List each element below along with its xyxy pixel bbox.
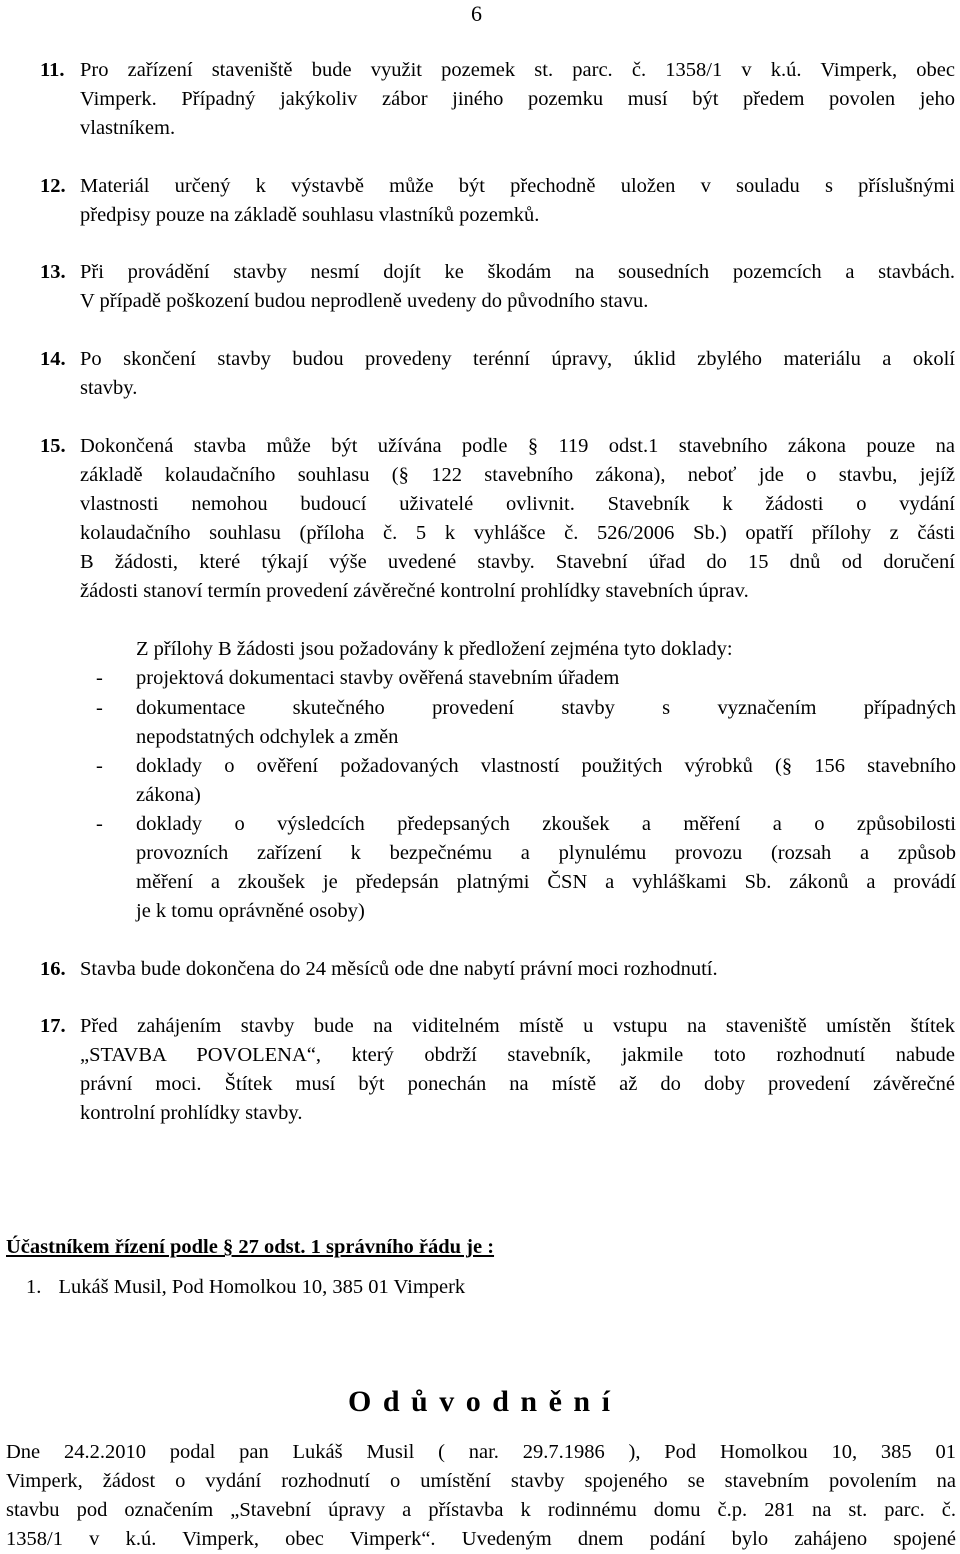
reasoning-text <box>6 1438 956 1554</box>
item-line: V případě poškození budou neprodleně uvedeny do původního stavu. <box>80 290 649 312</box>
item-line: Materiál určený k výstavbě může být přechodně uložen v souladu s příslušnými <box>80 175 955 197</box>
item-text <box>80 172 955 230</box>
item-line: Před zahájením stavby bude na viditelném místě u vstupu na staveniště umístěn štítek <box>80 1015 955 1037</box>
item-15-continuation <box>80 461 955 606</box>
attachment-line: provozních zařízení k bezpečnému a plynulému provozu (rozsah a způsob <box>136 842 956 864</box>
list-dash: - <box>96 667 103 689</box>
participant-text: Lukáš Musil, Pod Homolkou 10, 385 01 Vimperk <box>58 1276 466 1298</box>
reasoning-line: 1358/1 v k.ú. Vimperk, obec Vimperk“. Uvedeným dnem podání bylo zahájeno spojené <box>6 1528 956 1550</box>
condition-item-14 <box>40 345 955 399</box>
item-line: Dokončená stavba může být užívána podle § 119 odst.1 stavebního zákona pouze na <box>80 435 955 457</box>
item-number: 17. <box>40 1015 66 1037</box>
participants-heading: Účastníkem řízení podle § 27 odst. 1 správního řádu je : <box>6 1236 495 1258</box>
participant-entry <box>26 1276 465 1299</box>
participant-number: 1. <box>26 1276 42 1298</box>
page-number: 6 <box>471 1 482 26</box>
reasoning-heading: O d ů v o d n ě n í <box>348 1385 612 1418</box>
item-line: vlastníkem. <box>80 117 176 139</box>
attachment-line: projektová dokumentaci stavby ověřená stavebním úřadem <box>136 667 620 689</box>
reasoning-line: stavbu pod označením „Stavební úpravy a přístavba k rodinnému domu č.p. 281 na st. parc. č. <box>6 1499 956 1521</box>
item-number: 12. <box>40 175 66 197</box>
reasoning-line: Dne 24.2.2010 podal pan Lukáš Musil ( nar. 29.7.1986 ), Pod Homolkou 10, 385 01 <box>6 1441 956 1463</box>
attachment-line: doklady o výsledcích předepsaných zkoušek a měření a o způsobilosti <box>136 813 956 835</box>
item-text <box>80 56 955 143</box>
reasoning-line: Vimperk, žádost o vydání rozhodnutí o umístění stavby spojeného se stavebním povolením na <box>6 1470 956 1492</box>
attachment-line: měření a zkoušek je předepsán platnými ČSN a vyhláškami Sb. zákonů a provádí <box>136 871 956 893</box>
list-dash: - <box>96 813 103 835</box>
item-line: Po skončení stavby budou provedeny terénní úpravy, úklid zbylého materiálu a okolí <box>80 348 955 370</box>
attachment-line: nepodstatných odchylek a změn <box>136 726 399 748</box>
item-line: kolaudačního souhlasu (příloha č. 5 k vyhlášce č. 526/2006 Sb.) opatří přílohy z části <box>80 522 955 544</box>
condition-item-17 <box>40 1012 955 1124</box>
list-dash: - <box>96 697 103 719</box>
item-number: 11. <box>40 59 65 81</box>
item-number: 13. <box>40 261 66 283</box>
attachment-line: zákona) <box>136 784 201 806</box>
item-number: 14. <box>40 348 66 370</box>
item-line: stavby. <box>80 377 138 399</box>
item-line: právní moci. Štítek musí být ponechán na místě až do doby provedení závěrečné <box>80 1073 955 1095</box>
attachment-line: je k tomu oprávněné osoby) <box>136 900 365 922</box>
item-line: vlastnosti nemohou budoucí uživatelé ovlivnit. Stavebník k žádosti o vydání <box>80 493 955 515</box>
condition-item-12 <box>40 172 955 226</box>
item-number: 15. <box>40 435 66 457</box>
item-line: B žádosti, které týkají výše uvedené stavby. Stavební úřad do 15 dnů od doručení <box>80 551 955 573</box>
item-line: předpisy pouze na základě souhlasu vlastníků pozemků. <box>80 204 540 226</box>
condition-item-16 <box>40 955 955 984</box>
attachment-line: dokumentace skutečného provedení stavby s vyznačením případných <box>136 697 956 719</box>
item-line: Stavba bude dokončena do 24 měsíců ode dne nabytí právní moci rozhodnutí. <box>80 958 718 980</box>
item-text <box>80 345 955 403</box>
item-line: žádosti stanoví termín provedení závěrečné kontrolní prohlídky stavebních úprav. <box>80 580 749 602</box>
attachment-line: doklady o ověření požadovaných vlastností použitých výrobků (§ 156 stavebního <box>136 755 956 777</box>
condition-item-15 <box>40 432 955 461</box>
item-text <box>80 1012 955 1128</box>
item-line: Vimperk. Případný jakýkoliv zábor jiného pozemku musí být předem povolen jeho <box>80 88 955 110</box>
item-line: Při provádění stavby nesmí dojít ke škodám na sousedních pozemcích a stavbách. <box>80 261 955 283</box>
item-number: 16. <box>40 958 66 980</box>
condition-item-11 <box>40 56 955 139</box>
item-line: „STAVBA POVOLENA“, který obdrží stavebník, jakmile toto rozhodnutí nabude <box>80 1044 955 1066</box>
item-line: Pro zařízení staveniště bude využit pozemek st. parc. č. 1358/1 v k.ú. Vimperk, obec <box>80 59 955 81</box>
attachment-intro: Z přílohy B žádosti jsou požadovány k předložení zejména tyto doklady: <box>136 638 733 660</box>
item-line: kontrolní prohlídky stavby. <box>80 1102 303 1124</box>
item-text <box>80 258 955 316</box>
item-line: základě kolaudačního souhlasu (§ 122 stavebního zákona), neboť jde o stavbu, jejíž <box>80 464 955 486</box>
condition-item-13 <box>40 258 955 312</box>
item-text <box>80 955 955 984</box>
item-text <box>80 432 955 461</box>
list-dash: - <box>96 755 103 777</box>
